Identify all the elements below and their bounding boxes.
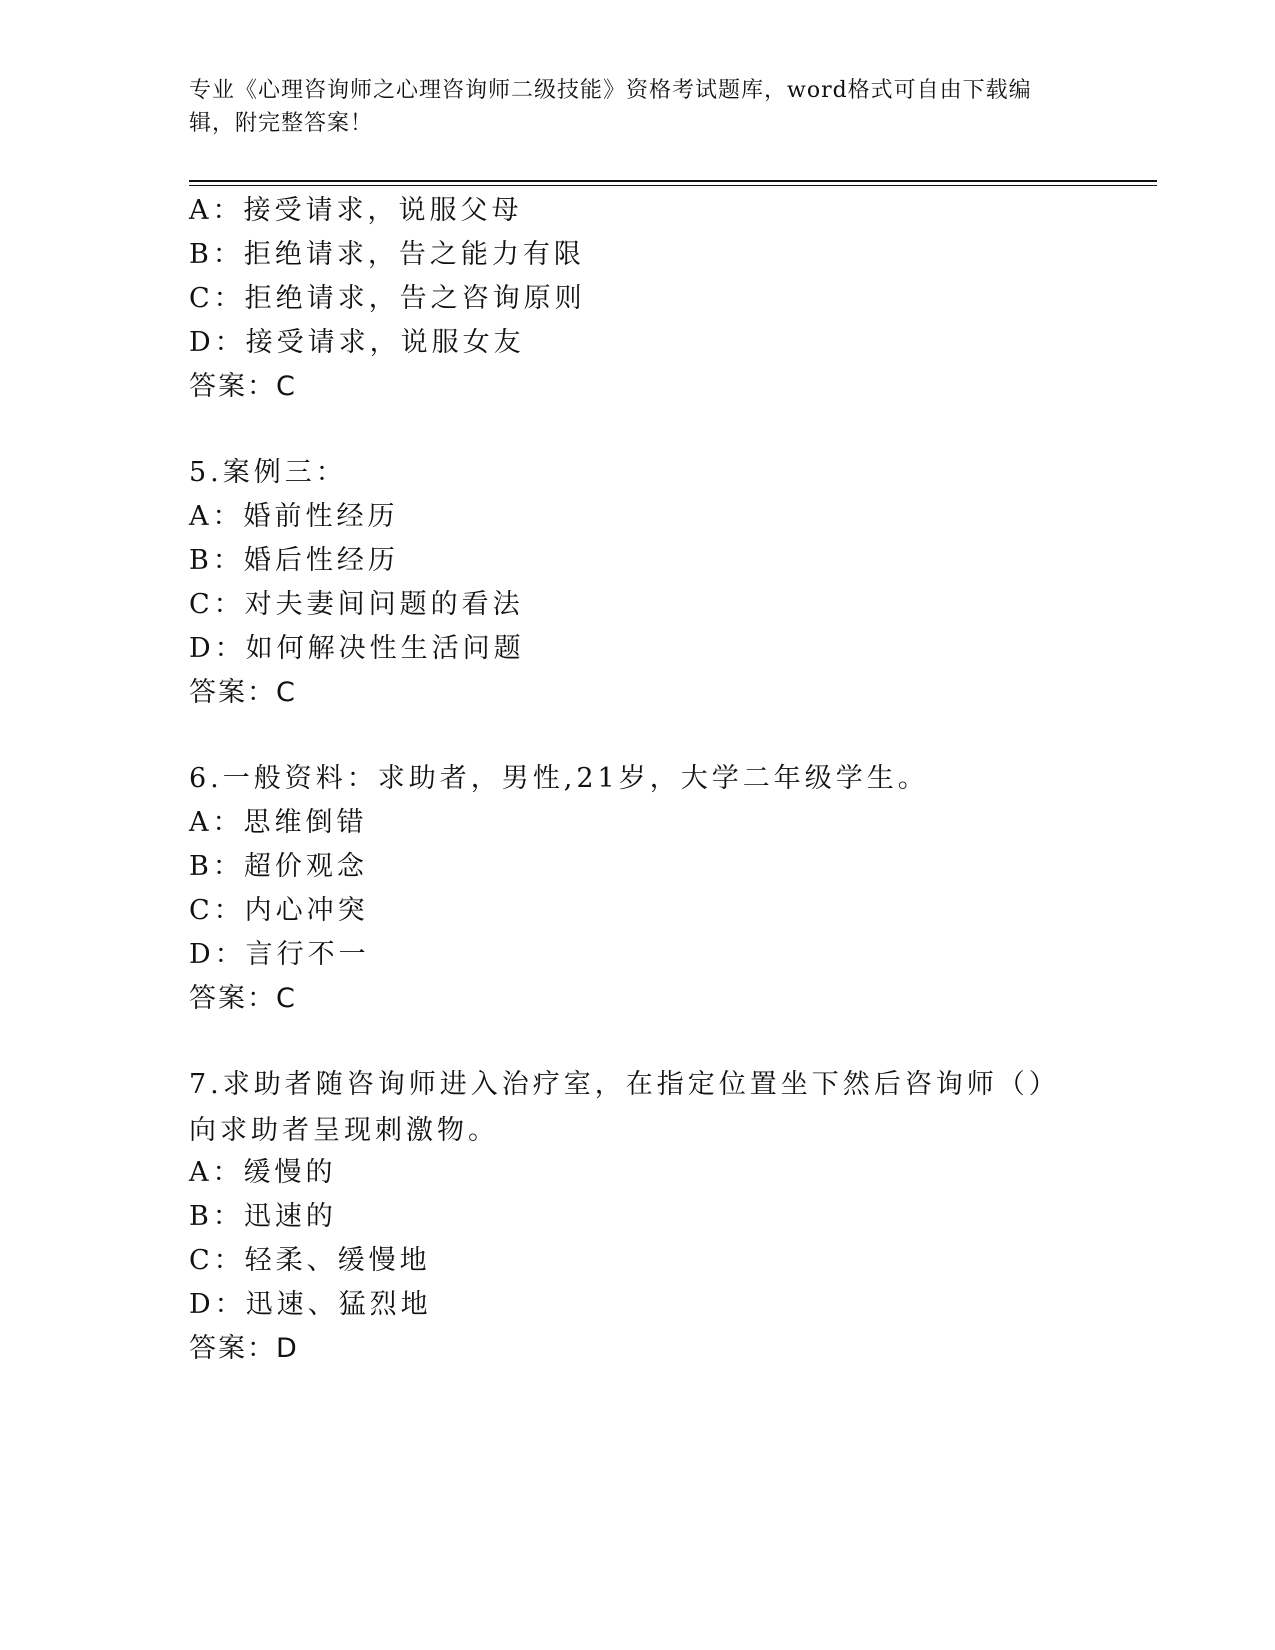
- q4-option-a: A：接受请求，说服父母: [189, 195, 523, 226]
- header-divider-thick: [189, 180, 1157, 182]
- q5-option-b: B：婚后性经历: [189, 545, 399, 576]
- q6-option-b: B：超价观念: [189, 851, 368, 882]
- q5-option-a: A：婚前性经历: [189, 501, 399, 532]
- q5-option-c: C：对夫妻间问题的看法: [189, 589, 524, 620]
- q7-option-b: B：迅速的: [189, 1201, 337, 1232]
- q7-option-d: D：迅速、猛烈地: [189, 1289, 432, 1320]
- q5-title: 5.案例三：: [189, 457, 347, 488]
- q6-option-d: D：言行不一: [189, 939, 370, 970]
- q4-option-c: C：拒绝请求，告之咨询原则: [189, 283, 586, 314]
- q5-answer: 答案：C: [189, 677, 297, 708]
- q7-option-a: A：缓慢的: [189, 1157, 337, 1188]
- header-divider-thin: [189, 185, 1157, 186]
- document-header: 专业《心理咨询师之心理咨询师二级技能》资格考试题库，word格式可自由下载编辑，附完整答案！: [189, 78, 1032, 136]
- q6-title: 6.一般资料：求助者，男性,21岁，大学二年级学生。: [189, 763, 929, 794]
- q5-option-d: D：如何解决性生活问题: [189, 633, 525, 664]
- q7-answer: 答案：D: [189, 1333, 299, 1364]
- q7-title: 7.求助者随咨询师进入治疗室，在指定位置坐下然后咨询师（）向求助者呈现刺激物。: [189, 1069, 1060, 1146]
- q4-option-b: B：拒绝请求，告之能力有限: [189, 239, 585, 270]
- q6-option-a: A：思维倒错: [189, 807, 368, 838]
- q7-option-c: C：轻柔、缓慢地: [189, 1245, 431, 1276]
- q4-answer: 答案：C: [189, 371, 297, 402]
- q6-option-c: C：内心冲突: [189, 895, 369, 926]
- q4-option-d: D：接受请求，说服女友: [189, 327, 525, 358]
- q6-answer: 答案：C: [189, 983, 297, 1014]
